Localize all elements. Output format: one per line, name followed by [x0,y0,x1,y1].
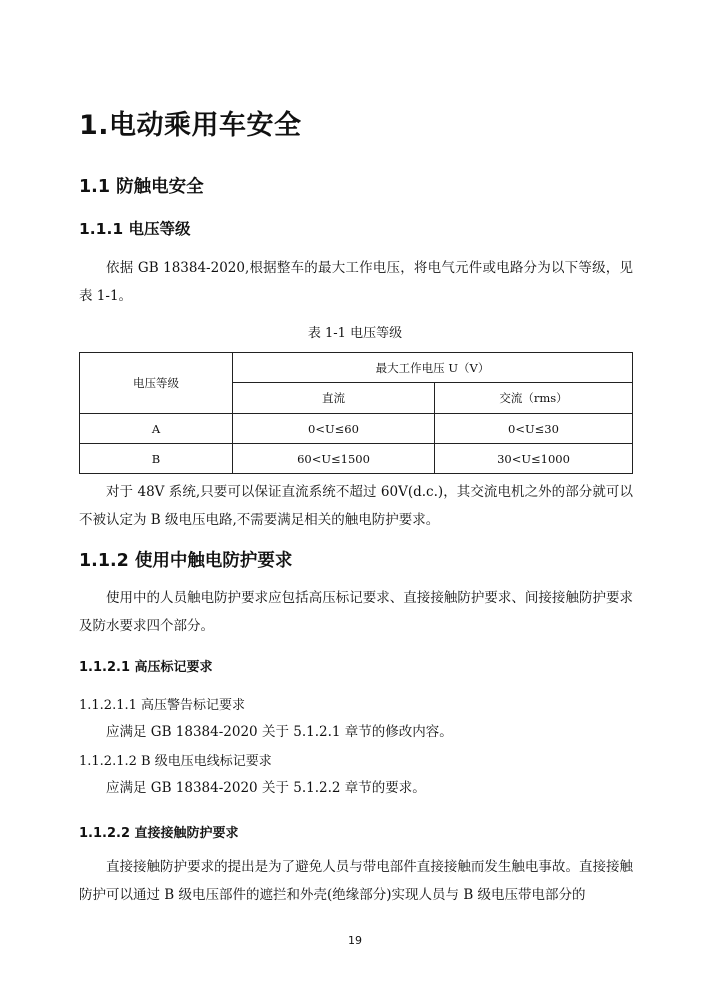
section-heading-1-1-2: 1.1.2 使用中触电防护要求 [79,551,293,571]
paragraph-48v-system: 对于 48V 系统,只要可以保证直流系统不超过 60V(d.c.)，其交流电机之外的部分就可以不被认定为 B 级电压电路,不需要满足相关的触电防护要求。 [79,484,633,528]
paragraph-direct-contact: 直接接触防护要求的提出是为了避免人员与带电部件直接接触而发生触电事故。直接接触防护可以通过 B 级电压部件的遮拦和外壳(绝缘部分)实现人员与 B 级电压带电部分的 [79,859,633,903]
section-heading-1-1-1: 1.1.1 电压等级 [79,220,191,238]
chapter-heading: 1.电动乘用车安全 [79,110,302,141]
section-heading-1-1-2-1-2: 1.1.2.1.2 B 级电压电线标记要求 [79,754,272,769]
table-header-level: 电压等级 [80,353,233,414]
table-cell-ac: 0<U≤30 [435,414,633,444]
table-caption: 表 1-1 电压等级 [307,326,403,341]
table-cell-level: A [80,414,233,444]
section-heading-1-1-2-2: 1.1.2.2 直接接触防护要求 [79,826,239,841]
table-cell-ac: 30<U≤1000 [435,444,633,474]
table-cell-dc: 60<U≤1500 [233,444,435,474]
paragraph-wire-mark: 应满足 GB 18384-2020 关于 5.1.2.2 章节的要求。 [106,780,426,796]
table-header-ac: 交流（rms） [435,383,633,414]
paragraph-warning-mark: 应满足 GB 18384-2020 关于 5.1.2.1 章节的修改内容。 [106,724,453,740]
section-heading-1-1-2-1: 1.1.2.1 高压标记要求 [79,660,213,675]
table-header-dc: 直流 [233,383,435,414]
paragraph-protection-requirements: 使用中的人员触电防护要求应包括高压标记要求、直接接触防护要求、间接接触防护要求及防水要求四个部分。 [79,590,633,634]
voltage-level-table [79,352,633,474]
table-row [80,444,633,474]
section-heading-1-1: 1.1 防触电安全 [79,177,204,197]
table-cell-level: B [80,444,233,474]
table-cell-dc: 0<U≤60 [233,414,435,444]
table-row [80,414,633,444]
page-number: 19 [348,934,362,947]
paragraph-voltage-levels: 依据 GB 18384-2020,根据整车的最大工作电压，将电气元件或电路分为以下等级，见表 1-1。 [79,260,633,304]
table-header-max-voltage: 最大工作电压 U（V） [233,353,633,383]
section-heading-1-1-2-1-1: 1.1.2.1.1 高压警告标记要求 [79,698,246,713]
